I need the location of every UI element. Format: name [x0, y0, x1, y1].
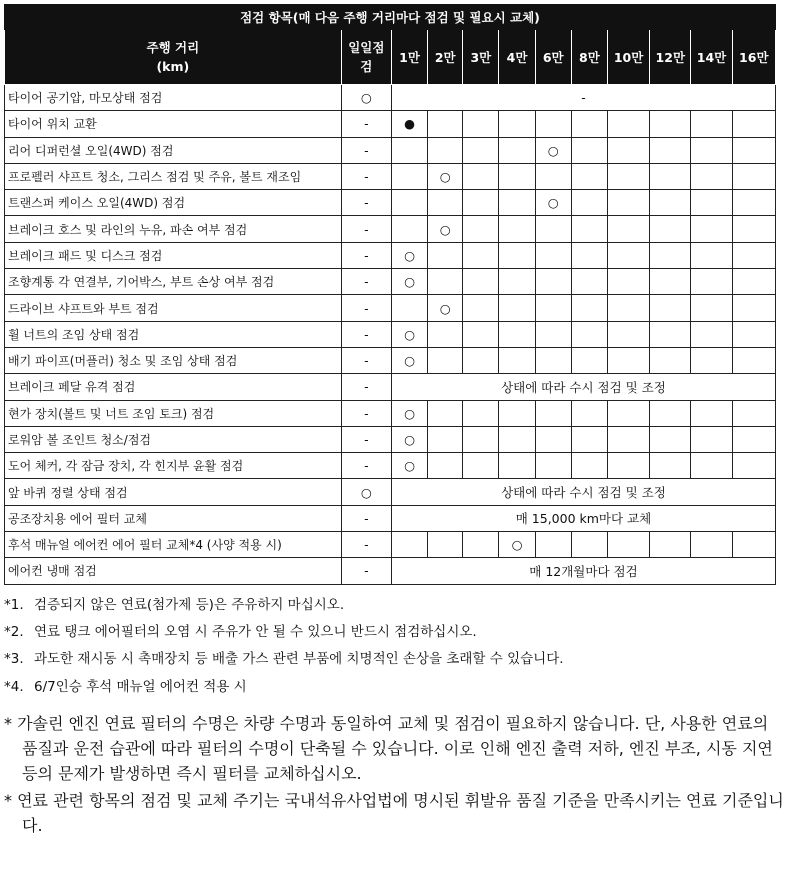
interval-cell	[650, 453, 691, 479]
distance-header: 주행 거리 (km)	[5, 30, 342, 85]
interval-cell	[428, 400, 463, 426]
interval-cell	[732, 400, 775, 426]
footnote	[4, 650, 564, 668]
interval-cell	[499, 295, 535, 321]
interval-cell	[571, 216, 607, 242]
interval-cell	[571, 269, 607, 295]
daily-check-cell: -	[341, 163, 391, 189]
item-label: 공조장치용 에어 필터 교체	[5, 505, 342, 531]
interval-cell	[691, 347, 732, 373]
daily-check-cell: -	[341, 400, 391, 426]
table-row	[5, 85, 776, 111]
interval-span-cell: 상태에 따라 수시 점검 및 조정	[391, 374, 775, 400]
interval-cell: ○	[391, 426, 427, 452]
footnote-mark: *1.	[4, 597, 24, 613]
footnote-text: 연료 탱크 에어필터의 오염 시 주유가 안 될 수 있으니 반드시 점검하십시오.	[34, 624, 477, 640]
interval-span-cell: 매 15,000 km마다 교체	[391, 505, 775, 531]
table-row	[5, 242, 776, 268]
interval-cell	[428, 137, 463, 163]
interval-cell	[650, 269, 691, 295]
interval-cell	[391, 190, 427, 216]
interval-cell	[732, 426, 775, 452]
interval-cell	[391, 163, 427, 189]
interval-cell	[732, 190, 775, 216]
footnote-mark: *2.	[4, 624, 24, 640]
table-row	[5, 190, 776, 216]
interval-cell	[732, 347, 775, 373]
interval-cell	[607, 216, 649, 242]
interval-cell	[571, 295, 607, 321]
interval-cell	[535, 216, 571, 242]
footnote-text: 6/7인승 후석 매뉴얼 에어컨 적용 시	[34, 679, 247, 695]
interval-cell	[607, 347, 649, 373]
interval-cell: ○	[428, 216, 463, 242]
item-label: 프로펠러 샤프트 청소, 그리스 점검 및 주유, 볼트 재조임	[5, 163, 342, 189]
daily-check-cell: -	[341, 321, 391, 347]
interval-cell	[463, 190, 499, 216]
interval-cell	[463, 137, 499, 163]
table-row	[5, 111, 776, 137]
interval-cell	[607, 111, 649, 137]
interval-cell	[535, 111, 571, 137]
interval-header: 10만	[607, 30, 649, 85]
interval-cell	[428, 532, 463, 558]
interval-cell	[607, 137, 649, 163]
interval-cell: ○	[391, 269, 427, 295]
item-label: 트랜스퍼 케이스 오일(4WD) 점검	[5, 190, 342, 216]
interval-cell: ○	[535, 137, 571, 163]
item-label: 브레이크 패드 및 디스크 점검	[5, 242, 342, 268]
interval-cell	[463, 532, 499, 558]
footnote-mark: *4.	[4, 679, 24, 695]
daily-check-cell: -	[341, 558, 391, 584]
interval-header: 3만	[463, 30, 499, 85]
interval-cell	[691, 400, 732, 426]
footnote-text: 검증되지 않은 연료(첨가제 등)은 주유하지 마십시오.	[34, 597, 345, 613]
interval-cell	[499, 216, 535, 242]
item-label: 도어 체커, 각 잠금 장치, 각 힌지부 윤활 점검	[5, 453, 342, 479]
interval-cell	[463, 453, 499, 479]
table-row	[5, 374, 776, 400]
item-label: 브레이크 호스 및 라인의 누유, 파손 여부 점검	[5, 216, 342, 242]
interval-cell	[691, 321, 732, 347]
interval-header: 6만	[535, 30, 571, 85]
interval-cell	[607, 426, 649, 452]
table-row	[5, 532, 776, 558]
interval-cell	[499, 190, 535, 216]
interval-cell	[732, 453, 775, 479]
interval-cell	[428, 321, 463, 347]
interval-cell	[571, 190, 607, 216]
interval-cell	[463, 111, 499, 137]
item-label: 조향계통 각 연결부, 기어박스, 부트 손상 여부 점검	[5, 269, 342, 295]
item-label: 배기 파이프(머플러) 청소 및 조임 상태 점검	[5, 347, 342, 373]
item-label: 로워암 볼 조인트 청소/점검	[5, 426, 342, 452]
interval-cell	[691, 137, 732, 163]
daily-check-cell: -	[341, 190, 391, 216]
interval-cell	[571, 532, 607, 558]
daily-check-cell: ○	[341, 85, 391, 111]
interval-cell	[428, 190, 463, 216]
daily-check-cell: -	[341, 269, 391, 295]
table-row	[5, 505, 776, 531]
interval-cell: ○	[391, 453, 427, 479]
interval-cell	[732, 321, 775, 347]
interval-cell	[607, 295, 649, 321]
interval-cell	[607, 269, 649, 295]
interval-cell	[391, 295, 427, 321]
interval-cell: ●	[391, 111, 427, 137]
interval-header: 12만	[650, 30, 691, 85]
item-label: 에어컨 냉매 점검	[5, 558, 342, 584]
interval-header: 1만	[391, 30, 427, 85]
interval-cell	[732, 216, 775, 242]
table-row	[5, 558, 776, 584]
interval-cell	[463, 295, 499, 321]
interval-cell	[732, 242, 775, 268]
interval-cell	[607, 242, 649, 268]
interval-cell	[691, 426, 732, 452]
item-label: 타이어 위치 교환	[5, 111, 342, 137]
interval-cell	[535, 295, 571, 321]
interval-header: 4만	[499, 30, 535, 85]
interval-cell	[607, 453, 649, 479]
interval-cell	[535, 400, 571, 426]
footnote	[4, 678, 247, 696]
interval-cell	[691, 111, 732, 137]
table-title: 점검 항목(매 다음 주행 거리마다 점검 및 필요시 교체)	[5, 5, 776, 30]
footnote-mark: *3.	[4, 651, 24, 667]
interval-cell	[463, 347, 499, 373]
interval-cell	[499, 347, 535, 373]
interval-cell: ○	[499, 532, 535, 558]
footnote-text: 과도한 재시동 시 촉매장치 등 배출 가스 관련 부품에 치명적인 손상을 초래할 수 있습니다.	[34, 651, 564, 667]
table-row	[5, 269, 776, 295]
interval-cell	[428, 426, 463, 452]
interval-cell	[535, 532, 571, 558]
interval-cell	[650, 137, 691, 163]
interval-cell	[650, 190, 691, 216]
interval-cell	[571, 426, 607, 452]
interval-cell	[571, 321, 607, 347]
interval-cell	[535, 242, 571, 268]
interval-cell	[650, 426, 691, 452]
interval-header: 14만	[691, 30, 732, 85]
interval-cell	[607, 400, 649, 426]
interval-cell	[499, 426, 535, 452]
table-body	[5, 85, 776, 585]
interval-header: 16만	[732, 30, 775, 85]
daily-check-cell: -	[341, 453, 391, 479]
footnote	[4, 596, 344, 614]
interval-cell	[499, 321, 535, 347]
interval-cell: ○	[535, 190, 571, 216]
interval-cell	[535, 321, 571, 347]
interval-cell	[607, 532, 649, 558]
interval-cell	[391, 137, 427, 163]
interval-cell	[499, 269, 535, 295]
interval-cell: ○	[391, 321, 427, 347]
interval-cell	[499, 453, 535, 479]
item-label: 리어 디퍼런셜 오일(4WD) 점검	[5, 137, 342, 163]
daily-check-cell: -	[341, 532, 391, 558]
interval-cell	[691, 532, 732, 558]
item-label: 후석 매뉴얼 에어컨 에어 필터 교체*4 (사양 적용 시)	[5, 532, 342, 558]
note-text: * 가솔린 엔진 연료 필터의 수명은 차량 수명과 동일하여 교체 및 점검이 필요하지 않습니다. 단, 사용한 연료의 품질과 운전 습관에 따라 필터의 수명이 단축될 수 있습니다. 이로 인해 엔진 출력 저하, 엔진 부조, 시동 지연 등의 문제가 발생하면 즉시 필터를 교체하십시오.	[4, 714, 773, 783]
interval-span-cell: 상태에 따라 수시 점검 및 조정	[391, 479, 775, 505]
interval-cell	[428, 242, 463, 268]
interval-cell	[650, 347, 691, 373]
interval-cell	[463, 321, 499, 347]
note-text: * 연료 관련 항목의 점검 및 교체 주기는 국내석유사업법에 명시된 휘발유 품질 기준을 만족시키는 연료 기준입니다.	[4, 791, 784, 835]
interval-cell	[732, 269, 775, 295]
interval-cell	[732, 295, 775, 321]
daily-check-cell: -	[341, 137, 391, 163]
table-row	[5, 216, 776, 242]
interval-cell	[732, 137, 775, 163]
interval-cell	[535, 453, 571, 479]
interval-cell	[732, 163, 775, 189]
interval-cell	[499, 242, 535, 268]
interval-cell	[428, 111, 463, 137]
interval-cell	[650, 400, 691, 426]
interval-cell	[650, 532, 691, 558]
interval-cell	[691, 453, 732, 479]
interval-span-cell: 매 12개월마다 점검	[391, 558, 775, 584]
interval-cell	[535, 163, 571, 189]
interval-cell	[499, 400, 535, 426]
interval-cell	[428, 453, 463, 479]
interval-cell	[650, 163, 691, 189]
interval-cell	[463, 400, 499, 426]
interval-cell	[607, 321, 649, 347]
interval-cell	[732, 532, 775, 558]
interval-cell	[607, 190, 649, 216]
table-row	[5, 321, 776, 347]
daily-check-cell: ○	[341, 479, 391, 505]
interval-cell	[463, 426, 499, 452]
table-row	[5, 295, 776, 321]
item-label: 타이어 공기압, 마모상태 점검	[5, 85, 342, 111]
daily-check-cell: -	[341, 347, 391, 373]
interval-cell	[428, 269, 463, 295]
interval-cell	[691, 216, 732, 242]
table-row	[5, 479, 776, 505]
interval-cell	[571, 453, 607, 479]
interval-header: 2만	[428, 30, 463, 85]
interval-cell	[463, 216, 499, 242]
interval-cell	[428, 347, 463, 373]
interval-cell	[691, 190, 732, 216]
maintenance-table	[4, 4, 776, 585]
interval-cell	[463, 163, 499, 189]
note-paragraph	[4, 788, 784, 838]
table-row	[5, 400, 776, 426]
interval-cell	[607, 163, 649, 189]
footnote	[4, 623, 477, 641]
item-label: 드라이브 샤프트와 부트 점검	[5, 295, 342, 321]
interval-cell	[650, 295, 691, 321]
interval-cell	[571, 111, 607, 137]
daily-check-cell: -	[341, 111, 391, 137]
interval-cell	[691, 242, 732, 268]
interval-cell	[571, 347, 607, 373]
interval-cell	[391, 532, 427, 558]
daily-check-cell: -	[341, 505, 391, 531]
interval-cell: ○	[391, 347, 427, 373]
interval-cell	[499, 137, 535, 163]
interval-cell	[463, 242, 499, 268]
item-label: 브레이크 페달 유격 점검	[5, 374, 342, 400]
interval-cell	[691, 295, 732, 321]
interval-cell: ○	[428, 295, 463, 321]
interval-cell	[499, 163, 535, 189]
interval-cell	[535, 347, 571, 373]
interval-cell	[650, 242, 691, 268]
daily-check-cell: -	[341, 216, 391, 242]
interval-cell: ○	[391, 400, 427, 426]
interval-cell	[571, 242, 607, 268]
interval-cell	[499, 111, 535, 137]
interval-span-cell: -	[391, 85, 775, 111]
note-paragraph	[4, 711, 784, 786]
table-row	[5, 163, 776, 189]
daily-check-cell: -	[341, 242, 391, 268]
table-row	[5, 426, 776, 452]
interval-cell	[535, 426, 571, 452]
daily-check-header: 일일점 검	[341, 30, 391, 85]
item-label: 앞 바퀴 정렬 상태 점검	[5, 479, 342, 505]
interval-cell: ○	[428, 163, 463, 189]
interval-cell: ○	[391, 242, 427, 268]
interval-cell	[571, 163, 607, 189]
interval-cell	[650, 111, 691, 137]
table-row	[5, 137, 776, 163]
interval-cell	[691, 269, 732, 295]
interval-header: 8만	[571, 30, 607, 85]
item-label: 현가 장치(볼트 및 너트 조임 토크) 점검	[5, 400, 342, 426]
interval-cell	[732, 111, 775, 137]
interval-cell	[691, 163, 732, 189]
interval-cell	[391, 216, 427, 242]
daily-check-cell: -	[341, 374, 391, 400]
interval-cell	[571, 137, 607, 163]
item-label: 휠 너트의 조임 상태 점검	[5, 321, 342, 347]
interval-cell	[463, 269, 499, 295]
table-row	[5, 347, 776, 373]
table-row	[5, 453, 776, 479]
interval-cell	[650, 321, 691, 347]
interval-cell	[571, 400, 607, 426]
interval-cell	[535, 269, 571, 295]
daily-check-cell: -	[341, 295, 391, 321]
interval-cell	[650, 216, 691, 242]
daily-check-cell: -	[341, 426, 391, 452]
